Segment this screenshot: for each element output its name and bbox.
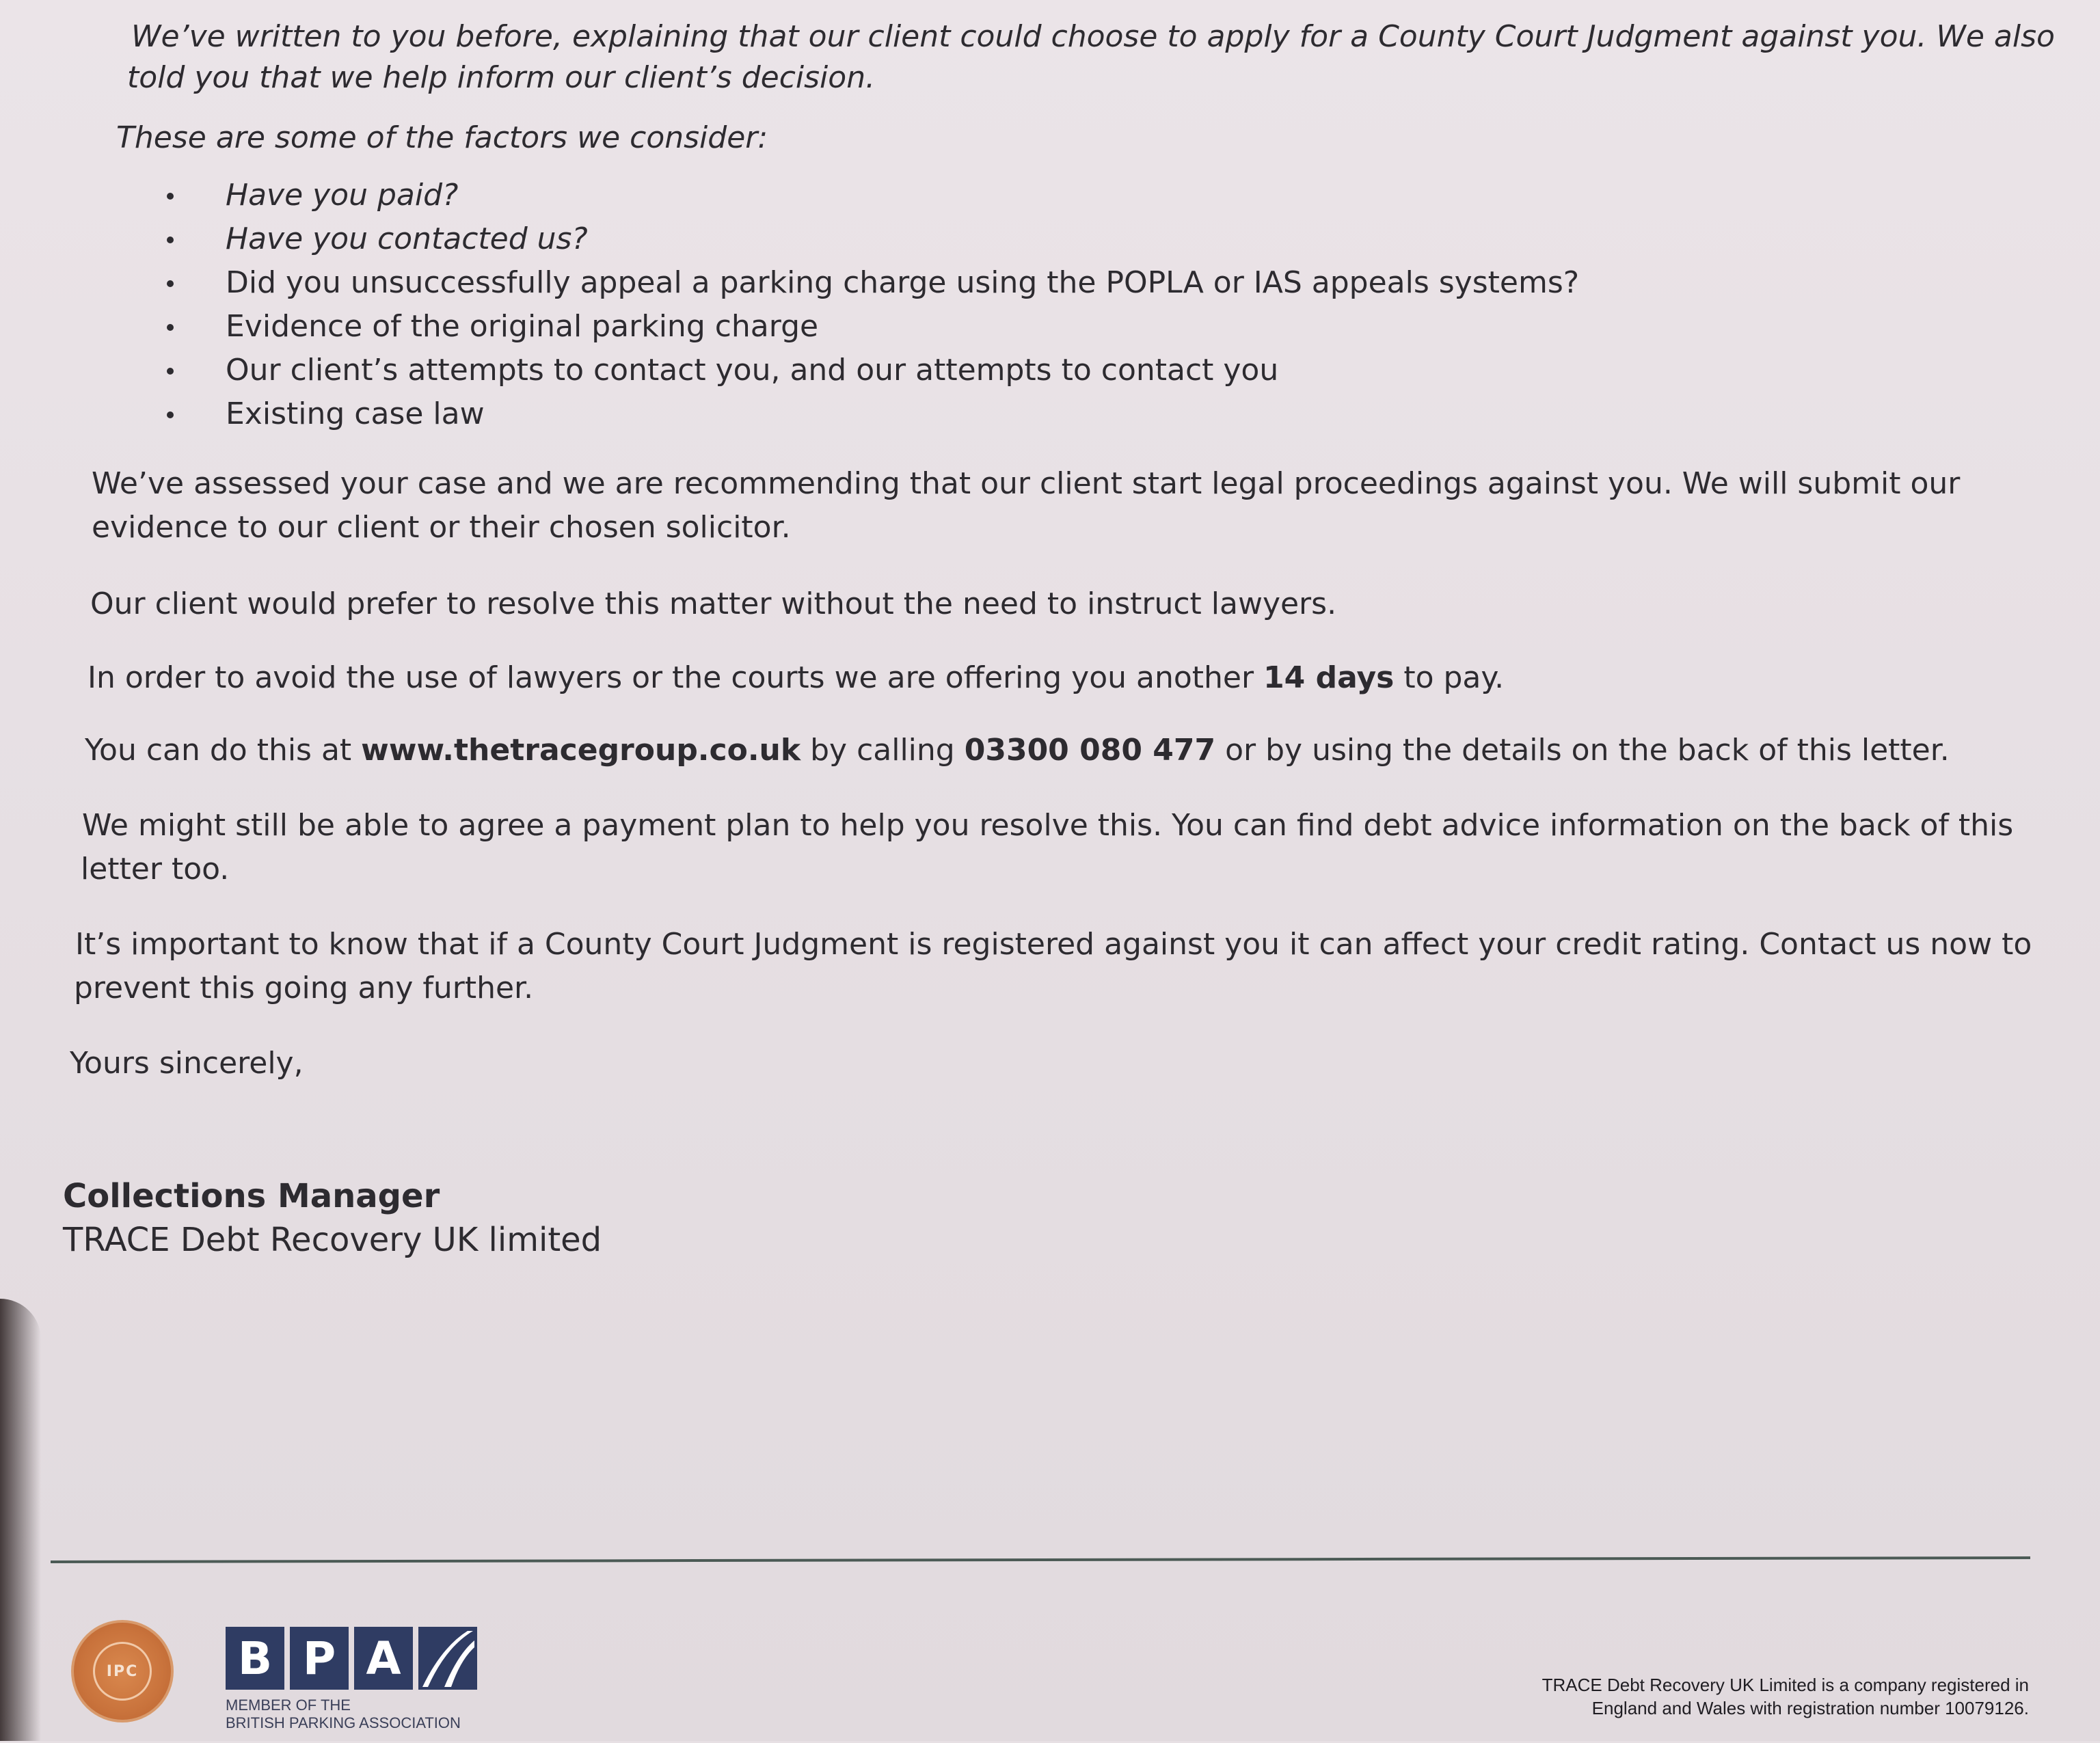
list-item: Evidence of the original parking charge: [157, 305, 1579, 349]
ipc-logo-text: IPC: [93, 1642, 152, 1701]
bullet-icon: [167, 411, 174, 418]
bpa-member-line-1: MEMBER OF THE: [226, 1697, 351, 1714]
payment-plan-line-1: We might still be able to agree a payment plan to help you resolve this. You can find debt advice information on the back of this: [82, 808, 2014, 843]
preference-paragraph: Our client would prefer to resolve this matter without the need to instruct lawyers.: [90, 586, 1337, 621]
company-note-line-1: TRACE Debt Recovery UK Limited is a company registered in: [1542, 1675, 2029, 1695]
assessment-line-1: We’ve assessed your case and we are recommending that our client start legal proceedings against you. We will submit our: [92, 466, 1961, 501]
bullet-icon: [167, 368, 174, 375]
bullet-icon: [167, 237, 174, 243]
ipc-seal-icon: [71, 1620, 174, 1722]
footer-divider: [51, 1556, 2030, 1563]
signature-title: Collections Manager: [63, 1177, 440, 1215]
factors-intro: These are some of the factors we consider:: [116, 120, 768, 155]
bullet-icon: [167, 280, 174, 287]
offer-days: 14 days: [1263, 660, 1395, 695]
intro-line-1: We’ve written to you before, explaining that our client could choose to apply for a County Court Judgment against you. We also: [131, 19, 2055, 54]
bpa-logo-blocks: [226, 1627, 499, 1690]
offer-paragraph: In order to avoid the use of lawyers or the courts we are offering you another 14 days to pay.: [88, 660, 1505, 695]
bpa-swoosh-icon: [418, 1627, 477, 1690]
list-item: Our client’s attempts to contact you, and our attempts to contact you: [157, 349, 1579, 392]
warning-line-1: It’s important to know that if a County Court Judgment is registered against you it can affect your credit rating. Contact us now to: [75, 927, 2032, 962]
website-link: www.thetracegroup.co.uk: [361, 733, 801, 768]
company-note-line-2: England and Wales with registration number 10079126.: [1591, 1698, 2029, 1718]
bpa-letter-b: B: [226, 1627, 284, 1690]
bullet-icon: [167, 193, 174, 200]
page-shadow: [0, 1299, 41, 1741]
bpa-letter-a: A: [354, 1627, 413, 1690]
assessment-line-2: evidence to our client or their chosen solicitor.: [92, 510, 791, 545]
list-item: Have you paid?: [157, 174, 1579, 217]
bullet-icon: [167, 324, 174, 331]
company-registration-note: [1542, 1673, 2029, 1720]
factors-list: [157, 174, 1579, 436]
warning-line-2: prevent this going any further.: [74, 971, 534, 1005]
list-item: Did you unsuccessfully appeal a parking charge using the POPLA or IAS appeals systems?: [157, 261, 1579, 305]
contact-paragraph: You can do this at www.thetracegroup.co.uk by calling 03300 080 477 or by using the details on the back of this letter.: [85, 733, 1950, 768]
bpa-member-line-2: BRITISH PARKING ASSOCIATION: [226, 1714, 461, 1731]
bpa-logo: [226, 1627, 499, 1743]
closing: Yours sincerely,: [70, 1046, 304, 1081]
phone-number: 03300 080 477: [964, 733, 1216, 768]
payment-plan-line-2: letter too.: [81, 852, 230, 887]
intro-line-2: told you that we help inform our client’s decision.: [127, 60, 876, 95]
bpa-letter-p: P: [290, 1627, 349, 1690]
signature-company: TRACE Debt Recovery UK limited: [63, 1221, 602, 1259]
list-item: Existing case law: [157, 392, 1579, 436]
list-item: Have you contacted us?: [157, 217, 1579, 261]
